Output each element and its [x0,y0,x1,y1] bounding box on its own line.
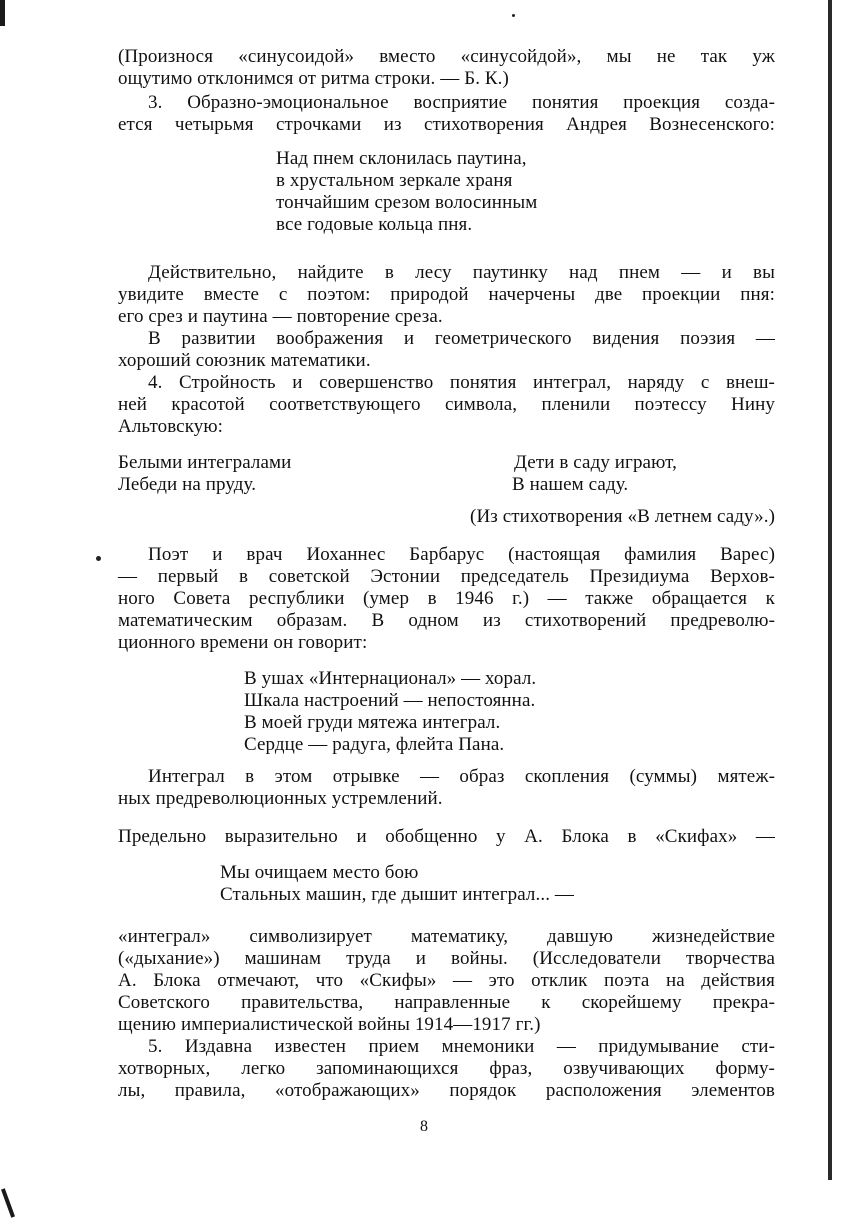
integral-image-line-2: ных предреволюционных устремлений. [118,788,443,809]
blok-intro-line: Предельно выразительно и обобщенно у А. Блока в «Скифах» — [118,826,775,847]
imagination-line-2: хороший союзник математики. [118,350,371,371]
poem-blok-line-2: Стальных машин, где дышит интеграл... — [220,884,575,905]
item5-line-2: хотворных, легко запоминающихся фраз, озвучивающих форму- [118,1058,775,1079]
indeed-line-1: Действительно, найдите в лесу паутинку над пнем — и вы [148,262,775,283]
poem-barbarus-line-4: Сердце — радуга, флейта Пана. [244,734,505,755]
barbarus-line-4: математическим образам. В одном из стихотворений предреволю- [118,610,775,631]
barbarus-line-1: Поэт и врач Иоханнес Барбарус (настоящая фамилия Варес) [148,544,775,565]
poem-voznesensky-line-4: все годовые кольца пня. [276,214,473,235]
poem-voznesensky-line-3: тончайшим срезом волосинным [276,192,538,213]
integral-image-line-1: Интеграл в этом отрывке — образ скопления (суммы) мятеж- [148,766,775,787]
item4-line-2: ней красотой соответствующего символа, пленили поэтессу Нину [118,394,775,415]
poem-altovskaya-right-line-1: Дети в саду играют, [514,452,677,473]
poem-barbarus-line-3: В моей груди мятежа интеграл. [244,712,501,733]
imagination-line-1: В развитии воображения и геометрического видения поэзия — [148,328,775,349]
page-number: 8 [420,1118,428,1135]
poem-altovskaya-right-line-2: В нашем саду. [512,474,629,495]
barbarus-line-5: ционного времени он говорит: [118,632,368,653]
note-line-1: (Произнося «синусоидой» вместо «синусойдой», мы не так уж [118,46,775,67]
blok-explain-line-5: щению империалистической войны 1914—1917 гг.) [118,1014,541,1035]
note-line-2: ощутимо отклонимся от ритма строки. — Б. К.) [118,68,509,89]
item4-line-1: 4. Стройность и совершенство понятия интеграл, наряду с внеш- [148,372,775,393]
indeed-line-3: его срез и паутина — повторение среза. [118,306,443,327]
scan-speck-bullet [96,556,101,561]
blok-explain-line-3: А. Блока отмечают, что «Скифы» — это отклик поэта на действия [118,970,775,991]
scan-edge-mark-bottom-left [1,1188,15,1218]
item4-line-3: Альтовскую: [118,416,224,437]
poem-altovskaya-left-line-1: Белыми интегралами [118,452,292,473]
poem-blok-line-1: Мы очищаем место бою [220,862,419,883]
poem-voznesensky-line-1: Над пнем склонилась паутина, [276,148,527,169]
blok-explain-line-2: («дыхание») машинам труда и войны. (Исследователи творчества [118,948,775,969]
scan-speck-top [512,14,515,17]
barbarus-line-3: ного Совета республики (умер в 1946 г.) — также обращается к [118,588,775,609]
poem-altovskaya-left-line-2: Лебеди на пруду. [118,474,257,495]
indeed-line-2: увидите вместе с поэтом: природой начерчены две проекции пня: [118,284,775,305]
barbarus-line-2: — первый в советской Эстонии председатель Президиума Верхов- [118,566,775,587]
blok-explain-line-1: «интеграл» символизирует математику, давшую жизнедействие [118,926,775,947]
item3-line-1: 3. Образно-эмоциональное восприятие понятия проекция созда- [148,92,775,113]
poem-altovskaya-source: (Из стихотворения «В летнем саду».) [470,506,775,527]
poem-voznesensky-line-2: в хрустальном зеркале храня [276,170,513,191]
scan-edge-mark-right [828,0,832,1180]
item3-line-2: ется четырьмя строчками из стихотворения Андрея Вознесенского: [118,114,775,135]
poem-barbarus-line-1: В ушах «Интернационал» — хорал. [244,668,537,689]
item5-line-3: лы, правила, «отображающих» порядок расположения элементов [118,1080,775,1101]
scan-edge-mark-top-left [0,0,5,26]
item5-line-1: 5. Издавна известен прием мнемоники — придумывание сти- [148,1036,775,1057]
blok-explain-line-4: Советского правительства, направленные к скорейшему прекра- [118,992,775,1013]
poem-barbarus-line-2: Шкала настроений — непостоянна. [244,690,536,711]
